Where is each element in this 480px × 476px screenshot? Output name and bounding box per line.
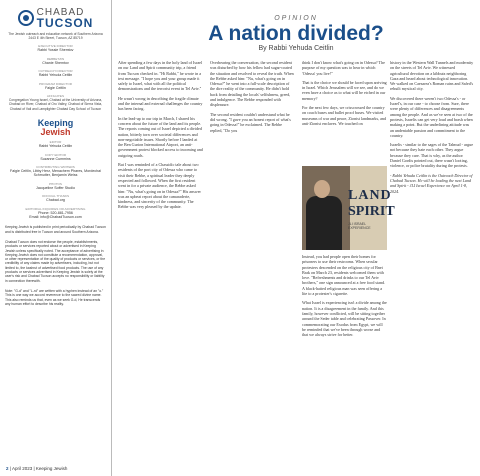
role-label: PHOTOS xyxy=(48,181,62,186)
role-value: Rabbi Yossie Shemtov xyxy=(37,48,74,53)
paragraph: In the lead-up to our trip in March, I shared his concern about the future of the land and its people. The reports coming out of Israel depicted a divided nation, bitterly torn over societal differences and non-negotiable issues. Shortly before I landed at the Ben Gurion International Airport, an anti-government protest blocked access to incoming and outgoing roads. xyxy=(118,115,203,158)
masthead-sidebar xyxy=(0,0,112,476)
paragraph: We discovered there weren't two Odessa's - or Israel's, in our case - to choose from. Sure, there were plenty of differences and disagreements among the people. And as we've seen at two of the protests, Israelis can get very loud and brash when making a point. But the underlining attitude was an undeniable passion and commitment to the country. xyxy=(390,95,473,138)
affiliates-text: Congregation Young Israel, Chabad at the University of Arizona, Chabad on River, Chabad of Oro Valley, Chabad of Sierra Vista, Chabad of Vail and Lamplighter Chabad Day School of Tucson xyxy=(8,98,103,111)
role-label: PROGRAM DIRECTOR xyxy=(39,81,72,86)
banner-spirit: SPIRIT xyxy=(348,204,395,219)
role-label: OUTREACH DIRECTOR xyxy=(38,69,73,74)
paragraph: For the next few days, we crisscrossed the country on coach buses and bullet proof buses. We visited museums of war and peace, Zionist landmarks, and anti-Zionist enclaves. We touched on xyxy=(302,105,387,126)
event-photo xyxy=(302,166,395,250)
role-label: EDITOR xyxy=(49,140,62,145)
role-value: Chanie Shemtov xyxy=(42,60,69,65)
speaker-figure xyxy=(306,196,342,250)
paragraph: The second resident couldn't understand what he did wrong. "I gave you an honest report of what's going in Odessa!" he exclaimed. The Rebbe replied, "Do you xyxy=(210,111,291,133)
byline: By Rabbi Yehuda Ceitlin xyxy=(258,45,334,52)
article-column-3-bottom xyxy=(302,254,387,341)
paragraph: think I don't know what's going on in Odessa? The purpose of my question was to hear in which 'Odessa' you live!" xyxy=(302,60,385,76)
tagline: The Jewish outreach and education network of Southern Arizona xyxy=(8,31,103,36)
role-label: OFFICIAL THANKS xyxy=(41,194,70,199)
banner-caption: JLI ISRAEL EXPERIENCE xyxy=(348,222,371,230)
paragraph: That is the choice we should be faced upon arriving in Israel. Which Jerusalem will we see, and do we even have a choice as to what will be etched in our memory? xyxy=(302,79,387,101)
paragraph: But I was reminded of a Chassidic tale about two residents of the port city of Odessa who came to visit their Rebbe, a spiritual leader they deeply respected and followed. When the first resident went in for a private audience, the Rebbe asked him: "Nu, what's going on in Odessa?" His answer was an upbeat report about the camaraderie, kindness, and sincerity of the community. The Rebbe was very pleased by the update. xyxy=(118,162,201,210)
role-value: Rabbi Yehuda Ceitlin xyxy=(38,73,73,78)
role-value: Chabad.org xyxy=(46,198,65,203)
magazine-name: Keeping Jewish xyxy=(35,466,68,471)
paragraph: After spending a few days in the holy land of Israel on our Land and Spirit community trip, a friend from Tucson checked in. "Hi Rabbi," he wrote in a text message. "I hope you and your group made it safely to Israel, what with all the political demonstrations and the terrorist event in Tel Aviv." xyxy=(118,60,203,92)
footer-divider: | xyxy=(9,466,12,471)
paragraph: Israelis - similar to the sages of the Talmud - argue not because they hate each other. They argue because they care. That is why, as the author Daniel Gordis pointed out, there wasn't looting, violence, or police brutality during the protests. xyxy=(390,142,474,169)
divine-name-note: Note: "G-d" and "L-rd" are written with a hyphen instead of an "o." This is one way we accord reverence to the sacred divine name. This also reminds us that, even as we seek G-d, He transcends any human effort to describe his reality. xyxy=(5,288,104,306)
banner-land: LAND xyxy=(348,188,392,203)
footer-divider: | xyxy=(33,466,36,471)
role-value: Suzanne Cummins xyxy=(40,156,71,161)
page-number: 2 xyxy=(6,466,9,471)
paragraph: He wasn't wrong in describing the fragile climate and the internal and external challenges the country has been facing. xyxy=(118,95,203,112)
staff-list xyxy=(5,44,106,90)
role-value: Faigie Ceitlin, Libby Herz, Menachem Phares, Mordechai Schmutter, Benjamin Weiss xyxy=(10,168,101,178)
logo-line1: CHABAD xyxy=(36,7,85,18)
role-value: Phone: 520-881-7956 xyxy=(38,210,73,215)
role-value: Email: info@ChabadTucson.com xyxy=(29,214,82,219)
role-label: EDITORIAL INQUIRIES OR ADVERTISING xyxy=(25,206,86,211)
article-column-4 xyxy=(390,60,474,198)
role-value: Rabbi Yehuda Ceitlin xyxy=(38,144,73,149)
chabad-tucson-logo xyxy=(5,8,106,29)
article-header xyxy=(118,0,474,52)
logo-icon xyxy=(18,10,34,26)
author-note: - Rabbi Yehuda Ceitlin is the Outreach Director of Chabad Tucson. He will be leading the next Land and Spirit - JLI Israel Experience on April 1-8, 2024. xyxy=(390,172,473,194)
paragraph: Overhearing the conversation, the second resident was disturbed by how his fellow had sugar-coated the situation and resolved to reveal the truth. When the Rebbe asked him: "Nu, what's going on in Odessa?" he went into a full-scale description of the dire reality of the community. He didn't hold back from detailing the locals' selfishness, greed, and indulgence. The Rebbe responded with displeasure. xyxy=(210,60,294,108)
publication-note: Keeping Jewish is published in print periodically by Chabad Tucson and is distributed free in Tucson and around Southern Arizona. xyxy=(5,225,106,234)
affiliates-label: AFFILIATES xyxy=(46,94,65,99)
role-label: EXECUTIVE DIRECTOR xyxy=(38,44,73,49)
paragraph: Instead, you had people open their homes for prisoners to use their restrooms. When secular protesters descended on the religious city of Bnei Brak on March 23, residents welcomed them with love. "Refreshments and drinks to our Tel Aviv brothers," one sign announced at a free food stand. A black-hatted religious man was seen offering a lite to a protester's cigarette. xyxy=(302,254,386,297)
magazine-staff xyxy=(5,140,106,219)
speaker-head xyxy=(314,180,330,198)
issue-date: April 2023 xyxy=(11,466,33,471)
kj-line2: Jewish xyxy=(40,126,71,137)
section-kicker: OPINION xyxy=(274,15,318,22)
keeping-jewish-logo xyxy=(5,119,106,136)
kj-line1: Keeping xyxy=(37,118,74,128)
paragraph: What Israel is experiencing isn't a divide among the nation. It is a disagreement in the family. And this family, however conflicted, will be sitting together around the Seder table and celebrating Passover. In commemorating our Exodus from Egypt, we will be reminded that we've been through worse and that we always strive for better. xyxy=(302,300,387,338)
article-column-1 xyxy=(118,60,203,214)
address: 2443 E 4th Street, Tucson, AZ 85719 xyxy=(28,36,83,41)
article-column-3-top xyxy=(302,60,387,130)
role-value: Faigie Ceitlin xyxy=(45,85,66,90)
headline: A nation divided? xyxy=(208,22,384,45)
role-label: COPY EDITOR xyxy=(44,152,67,157)
logo-line2: TUCSON xyxy=(36,15,94,30)
page-footer xyxy=(6,466,67,471)
role-label: REBBETZIN xyxy=(46,56,65,61)
role-value: Jacqueline Soffer Studio xyxy=(36,185,75,190)
disclaimer: Chabad Tucson does not endorse the people, establishments, products or services reported about or advertised in Keeping Jewish unless specifically noted. The acceptance of advertising in Keeping Jewish does not constitute a recommendation, approval, or other representation of the quality of products or services, or the credibility of any claims made by advertisers, including, but not limited to, the kashrut of advertised food products. The use of any products or services advertised in Keeping Jewish is solely at the user's risk and Chabad Tucson accepts no responsibility or liability in connection therewith. xyxy=(5,239,106,283)
paragraph: history in the Western Wall Tunnels and modernity on the streets of Tel Aviv. We witnessed agricultural devotion on a kibbutz neighboring Gaza and heard about technological innovation. We walked on Caesarea's Roman ruins and Safed's rebuilt mystical city. xyxy=(390,60,474,92)
article-column-2 xyxy=(210,60,295,137)
role-label: CONTRIBUTING WRITERS xyxy=(36,164,75,169)
